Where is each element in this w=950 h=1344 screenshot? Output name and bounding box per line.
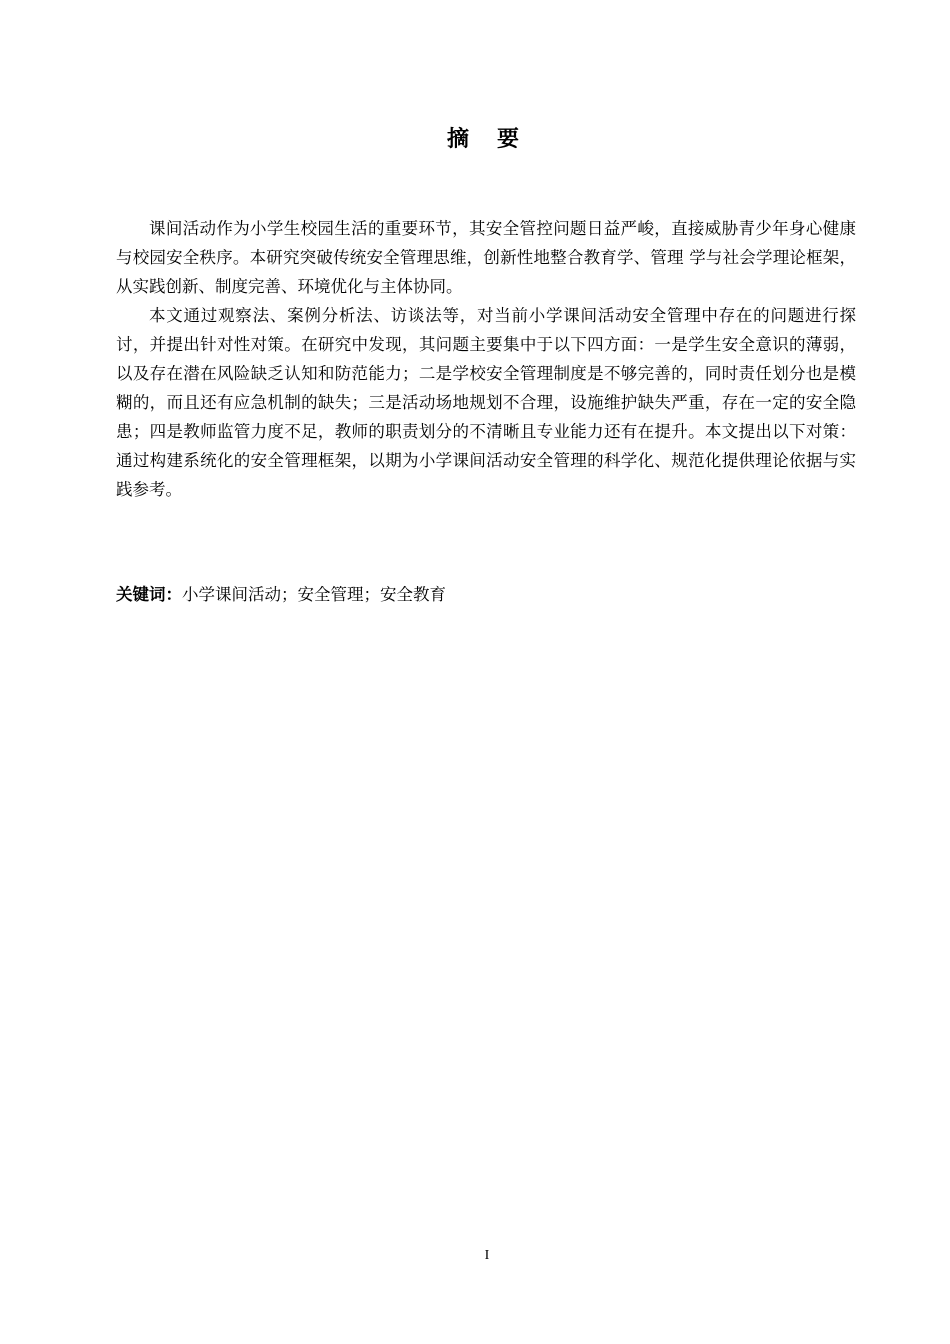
abstract-title bbox=[0, 122, 950, 153]
abstract-paragraph-2: 本文通过观察法、案例分析法、访谈法等，对当前小学课间活动安全管理中存在的问题进行探讨，并提出针对性对策。在研究中发现，其问题主要集中于以下四方面：一是学生安全意识的薄弱，以及存在潜在风险缺乏认知和防范能力；二是学校安全管理制度是不够完善的，同时责任划分也是模糊的，而且还有应急机制的缺失；三是活动场地规划不合理，设施维护缺失严重，存在一定的安全隐患；四是教师监管力度不足，教师的职责划分的不清晰且专业能力还有在提升。本文提出以下对策：通过构建系统化的安全管理框架，以期为小学课间活动安全管理的科学化、规范化提供理论依据与实践参考。 bbox=[116, 306, 856, 499]
page-number: I bbox=[484, 1248, 490, 1263]
title-char-2: 要 bbox=[497, 127, 520, 152]
abstract-body bbox=[116, 214, 856, 504]
abstract-paragraph-1: 课间活动作为小学生校园生活的重要环节，其安全管控问题日益严峻，直接威胁青少年身心健康与校园安全秩序。本研究突破传统安全管理思维，创新性地整合教育学、管理 学与社会学理论框架，从实践创新、制度完善、环境优化与主体协同。 bbox=[116, 219, 856, 296]
keywords-label: 关键词： bbox=[116, 585, 182, 604]
keywords-value: 小学课间活动；安全管理；安全教育 bbox=[182, 585, 446, 604]
keywords-line bbox=[116, 580, 856, 609]
title-char-1: 摘 bbox=[446, 127, 469, 152]
